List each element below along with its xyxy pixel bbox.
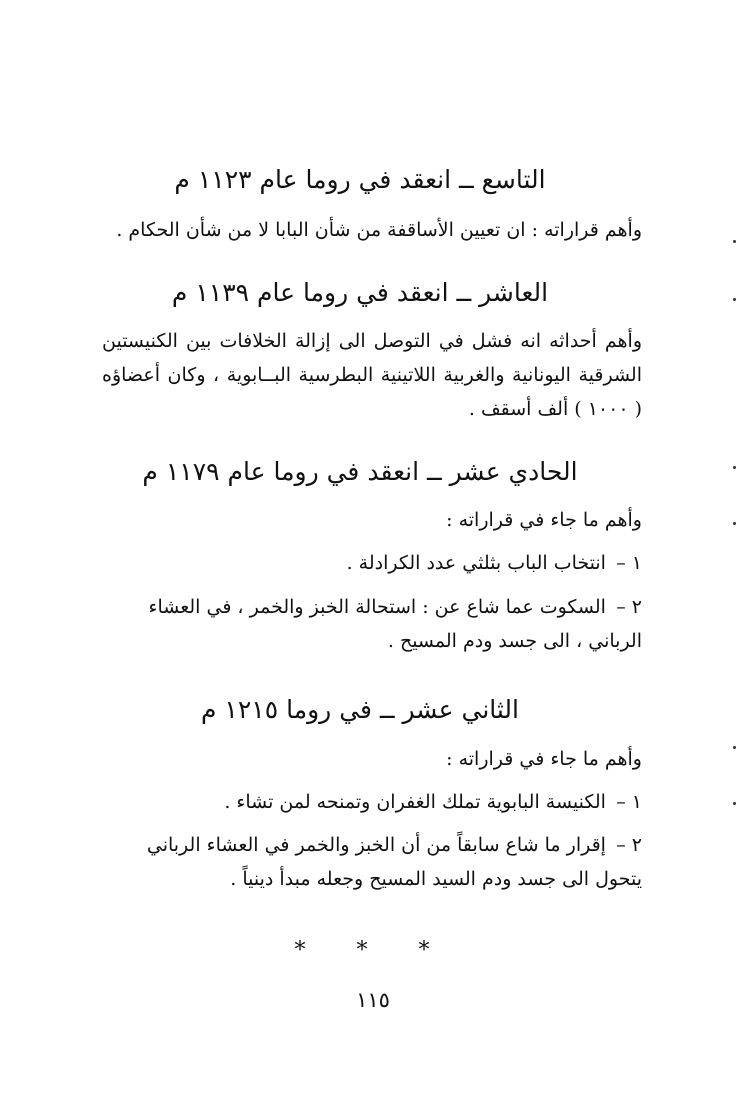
page-number: ١١٥ — [356, 988, 390, 1012]
list-item — [102, 590, 642, 658]
section-intro-eleventh: وأهم ما جاء في قراراته : — [446, 509, 642, 531]
section-divider-stars: * * * — [294, 938, 452, 963]
list-item-number: ١ – — [616, 791, 642, 813]
scan-speck — [733, 240, 736, 243]
list-item — [102, 785, 642, 819]
scan-speck — [733, 298, 736, 301]
list-item-text: إقرار ما شاع سابقاً من أن الخبز والخمر في العشاء الرباني يتحول الى جسد ودم السيد المسيح وجعله مبدأ دينياً . — [146, 834, 642, 890]
section-intro-twelfth: وأهم ما جاء في قراراته : — [446, 748, 642, 770]
section-heading-ninth: التاسع ــ انعقد في روما عام ١١٢٣ م — [174, 165, 546, 194]
section-text-tenth: وأهم أحداثه انه فشل في التوصل الى إزالة الخلافات بين الكنيستين الشرقية اليونانية والغربية اللاتينية البطرسية البــابوية ، وكان أعضاؤه ( ١٠٠٠ ) ألف أسقف . — [102, 330, 642, 420]
section-text-ninth: وأهم قراراته : ان تعيين الأساقفة من شأن البابا لا من شأن الحكام . — [116, 219, 642, 241]
scan-speck — [733, 466, 736, 469]
scan-speck — [733, 802, 736, 805]
scan-speck — [733, 522, 736, 525]
list-item-text: السكوت عما شاع عن : استحالة الخبز والخمر ، في العشاء الرباني ، الى جسد ودم المسيح . — [148, 596, 642, 652]
section-heading-twelfth: الثاني عشر ــ في روما ١٢١٥ م — [200, 695, 519, 724]
list-item — [102, 546, 642, 580]
list-item-number: ١ – — [616, 552, 642, 574]
list-item-text: الكنيسة البابوية تملك الغفران وتمنحه لمن تشاء . — [224, 791, 606, 813]
list-item-number: ٢ – — [616, 596, 642, 618]
list-item — [102, 828, 642, 896]
list-item-text: انتخاب الباب بثلثي عدد الكرادلة . — [346, 552, 606, 574]
section-heading-tenth: العاشر ــ انعقد في روما عام ١١٣٩ م — [171, 278, 549, 307]
list-item-number: ٢ – — [616, 834, 642, 856]
scan-speck — [733, 746, 736, 749]
section-heading-eleventh: الحادي عشر ــ انعقد في روما عام ١١٧٩ م — [142, 457, 578, 486]
